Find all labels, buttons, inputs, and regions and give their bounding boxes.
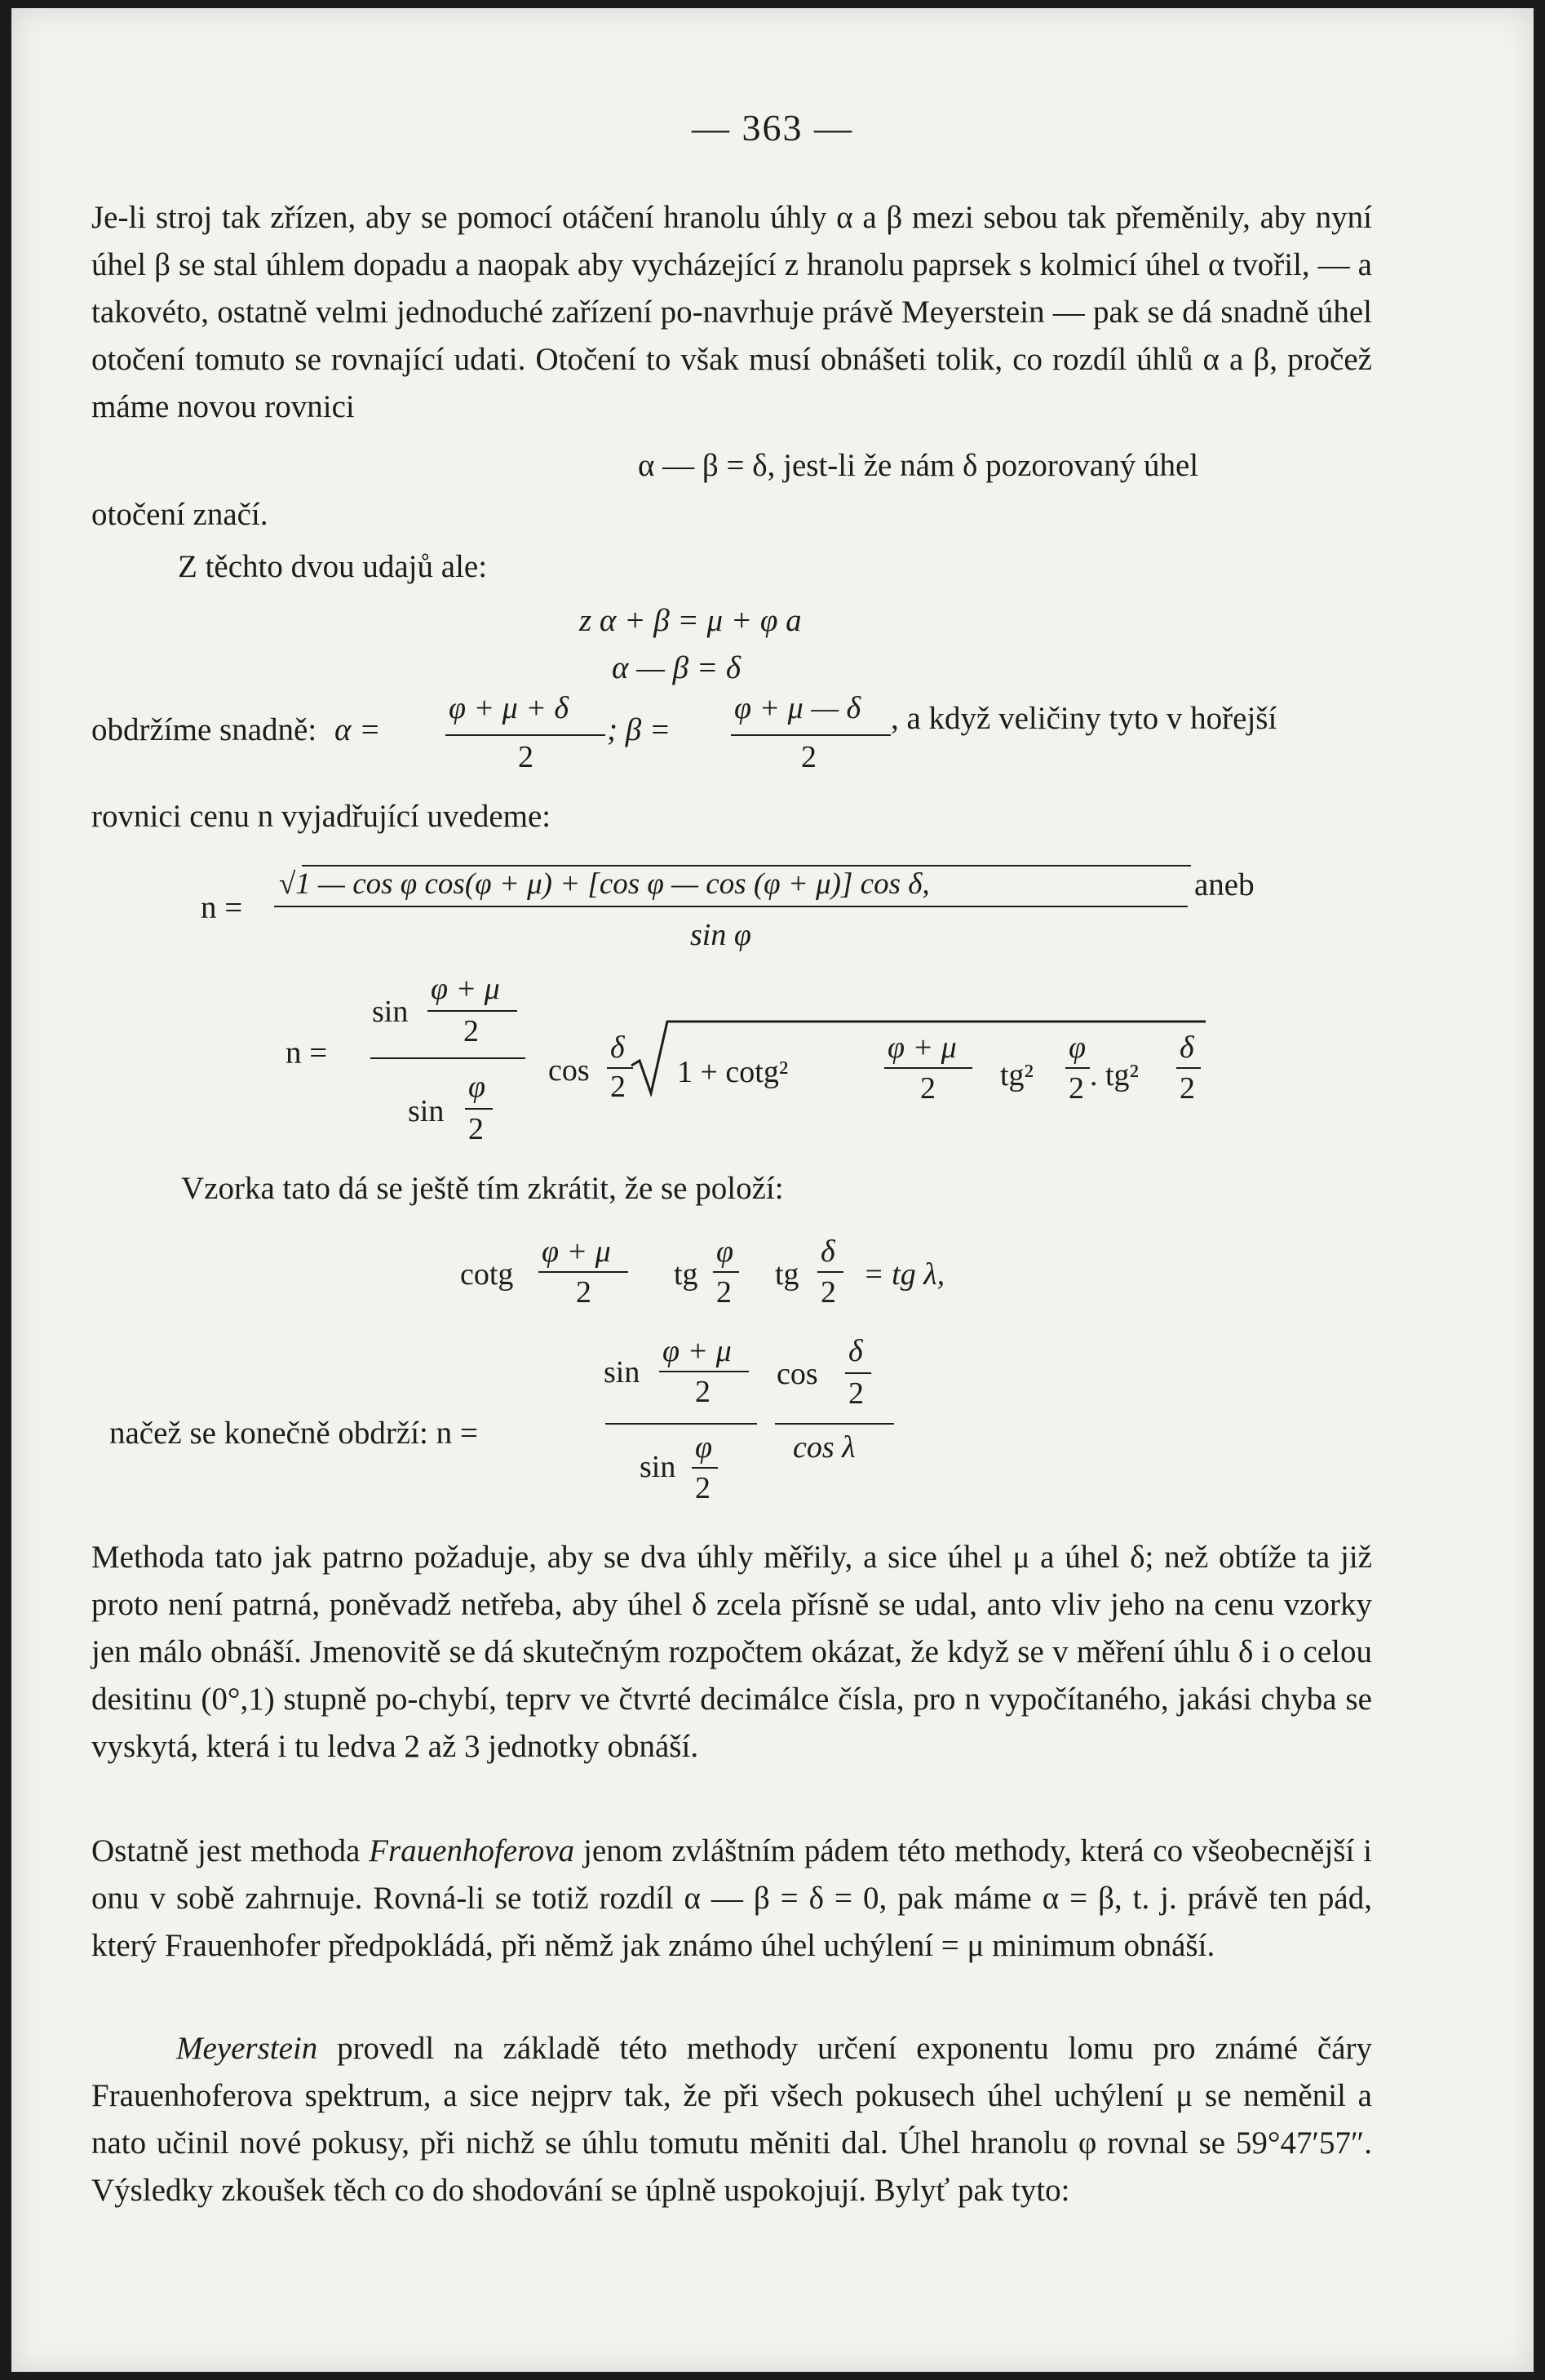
n-eq2-phi: φ (1069, 1030, 1087, 1065)
n-eq2-tg2: tg² (1000, 1058, 1034, 1092)
cotg-delta-bar (817, 1271, 843, 1273)
text-obdrzime: obdržíme snadně: (91, 712, 317, 747)
text-z-techto: Z těchto dvou udajů ale: (178, 549, 488, 584)
cotg-phi-mu: φ + μ (542, 1234, 611, 1269)
n-eq2-phi-two: 2 (1069, 1071, 1084, 1106)
beta-equals: ; β = (607, 712, 671, 747)
paragraph-intro: Je-li stroj tak zřízen, aby se pomocí otáčení hranolu úhly α a β mezi sebou tak přeměnily, aby nyní úhel β se stal úhlem dopadu a naopak aby vycházející z hranolu paprsek s kolmicí úhel α tvořil, — a takovéto, ostatně velmi jednoduché zařízení po-navrhuje právě Meyerstein — pak se dá snadně úhel otočení tomuto se rovnající udati. Otočení to však musí obnášeti tolik, co rozdíl úhlů α a β, pročež máme novou rovnici (91, 200, 1372, 424)
n-eq2-phi-mu-bar (884, 1067, 972, 1069)
text-otoceni-znaci: otočení značí. (91, 497, 268, 532)
n-eq2-delta: δ (610, 1030, 625, 1065)
n-eq1-denominator: sin φ (690, 918, 751, 952)
final-sin-top: sin (604, 1355, 640, 1389)
text-a-kdyz: , a když veličiny tyto v hořejší (891, 701, 1277, 736)
n-eq1-aneb: aneb (1194, 867, 1255, 902)
n-eq2-phi-mu-two: 2 (920, 1071, 936, 1106)
n-eq2-sin-top: sin (372, 995, 409, 1029)
final-phi: φ (695, 1430, 713, 1465)
alpha-equals: α = (334, 712, 381, 747)
alpha-numerator: φ + μ + δ (449, 691, 569, 725)
cotg-two-1: 2 (576, 1275, 591, 1310)
beta-fraction-bar (731, 734, 891, 736)
alpha-fraction-bar (445, 734, 605, 736)
n-eq2-phi-den: φ (468, 1070, 486, 1104)
n-eq2-phi-bar (1065, 1067, 1090, 1069)
text-meyerstein-rest: provedl na základě této methody určení exponentu lomu pro známé čáry Frauenhoferova spektrum, a sice nejprv tak, že při všech pokusech úhel uchýlení μ se neměnil a nato učinil nové pokusy, při nichž se úhlu tomutu měniti dal. Úhel hranolu φ rovnal se 59°47′57″. Výsledky zkoušek těch co do shodování se úplně uspokojují. Bylyť pak tyto: (91, 2031, 1372, 2208)
cotg-phi-mu-bar (538, 1271, 628, 1273)
cotg-tg-2: tg (775, 1257, 799, 1292)
final-main-bar-right (775, 1423, 894, 1425)
paragraph-methoda: Methoda tato jak patrno požaduje, aby se dva úhly měřily, a sice úhel μ a úhel δ; než obtíže ta již proto není patrná, poněvadž netřeba, aby úhel δ zcela přísně se udal, anto vliv jeho na cenu vzorky jen málo obnáší. Jmenovitě se dá skutečným rozpočtem okázat, že když se v měření úhlu δ i o celou desitinu (0°,1) stupně po-chybí, teprv ve čtvrté decimálce čísla, pro n vypočítaného, jakási chyba se vyskytá, která i tu ledva 2 až 3 jednotky obnáší. (91, 1540, 1372, 1764)
final-cos: cos (777, 1357, 818, 1391)
n-eq2-dot-tg2: . tg² (1090, 1058, 1139, 1092)
equation-sum: z α + β = μ + φ a (579, 603, 802, 638)
text-rovnici-cenu: rovnici cenu n vyjadřující uvedeme: (91, 799, 551, 834)
n-eq2-delta2-bar (1176, 1067, 1201, 1069)
final-sin-bottom: sin (640, 1450, 676, 1484)
text-ostatne-start: Ostatně jest methoda (91, 1833, 370, 1868)
n-eq2-lhs: n = (286, 1035, 328, 1070)
final-phi-bar (692, 1467, 718, 1469)
final-phi-mu: φ + μ (662, 1334, 732, 1368)
beta-numerator: φ + μ — δ (734, 691, 861, 725)
n-eq2-inner-bar-top (427, 1010, 517, 1012)
cotg-phi: φ (716, 1234, 734, 1269)
equation-difference-line: α — β = δ, jest-li že nám δ pozorovaný úhel (638, 448, 1199, 483)
text-meyerstein: Meyerstein (176, 2031, 318, 2066)
final-delta-bar (845, 1372, 871, 1374)
cotg-rhs: = tg λ, (863, 1257, 945, 1292)
cotg-tg-1: tg (674, 1257, 698, 1292)
n-eq2-inner-bar-bottom (465, 1108, 493, 1110)
final-two-2: 2 (695, 1471, 711, 1505)
text-ostatne-rest: jenom zvláštním pádem této methody, která co všeobecnější i onu v sobě zahrnuje. Rovná-li se totiž rozdíl α — β = δ = 0, pak máme α = β, t. j. právě ten pád, který Frauenhofer předpokládá, při němž jak známo úhel uchýlení = μ minimum obnáší. (91, 1833, 1372, 1963)
n-eq2-main-bar (370, 1057, 525, 1059)
n-eq2-two-bottom: 2 (468, 1112, 484, 1146)
cotg-phi-bar (713, 1271, 739, 1273)
n-eq2-under-root: 1 + cotg² (677, 1055, 789, 1089)
final-delta: δ (848, 1334, 863, 1368)
n-eq1-fraction-bar (274, 906, 1188, 907)
cotg-two-2: 2 (716, 1275, 732, 1310)
n-eq2-sin-bottom: sin (408, 1094, 445, 1128)
paragraph-ostatne (91, 1828, 1372, 2023)
final-two-3: 2 (848, 1376, 864, 1411)
cotg-delta: δ (821, 1234, 835, 1269)
n-eq2-delta2: δ (1180, 1030, 1194, 1065)
n-eq2-phi-mu-2: φ + μ (888, 1030, 957, 1065)
page-number: — 363 — (692, 107, 853, 148)
final-two-1: 2 (695, 1375, 711, 1409)
n-eq2-delta2-two: 2 (1180, 1071, 1195, 1106)
n-eq1-radical-bar (302, 865, 1191, 866)
alpha-denominator: 2 (518, 740, 533, 774)
n-eq2-delta-two: 2 (610, 1070, 626, 1104)
final-phi-mu-bar (659, 1371, 749, 1372)
text-vzorka: Vzorka tato dá se ještě tím zkrátit, že se položí: (181, 1171, 784, 1206)
text-frauenhoferova: Frauenhoferova (369, 1833, 575, 1868)
n-eq2-cos: cos (548, 1053, 590, 1088)
cotg-label: cotg (460, 1257, 514, 1292)
paragraph-meyerstein (91, 2025, 1372, 2270)
equation-diff: α — β = δ (612, 650, 742, 685)
final-cos-lambda: cos λ (793, 1430, 856, 1465)
text-nacez: načež se konečně obdrží: n = (109, 1416, 478, 1451)
cotg-two-3: 2 (821, 1275, 836, 1310)
n-eq2-phi-mu: φ + μ (431, 972, 500, 1006)
final-main-bar-left (605, 1423, 757, 1425)
beta-denominator: 2 (801, 740, 817, 774)
n-eq2-two-top: 2 (463, 1014, 479, 1048)
n-eq1-lhs: n = (201, 890, 243, 925)
n-eq1-numerator: √1 — cos φ cos(φ + μ) + [cos φ — cos (φ + μ)] cos δ, (279, 867, 930, 901)
